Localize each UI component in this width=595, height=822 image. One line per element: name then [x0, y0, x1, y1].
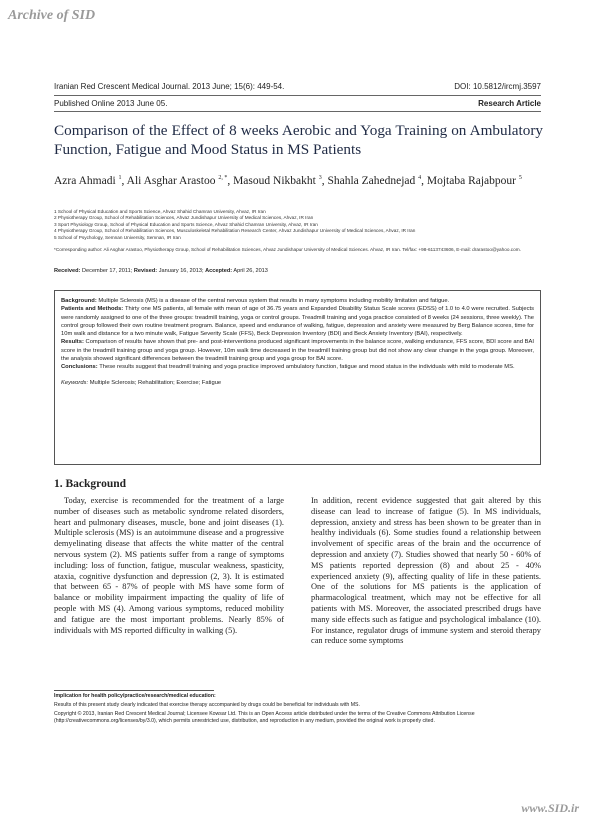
- article-dates: Received: December 17, 2011; Revised: January 16, 2013; Accepted: April 26, 2013: [54, 268, 268, 274]
- affiliation: 1 School of Physical Education and Sports Science, Ahvaz Shahid Chamran University, Ahvaz, IR Iran: [54, 209, 266, 214]
- doi[interactable]: DOI: 10.5812/ircmj.3597: [454, 82, 541, 91]
- abstract-methods: Patients and Methods: Thirty one MS patients, all female with mean of age of 36.75 years and Expanded Disability Status Scale scores (EDSS) of 1.0 to 4.0 were recruited. Subjects were randomly assigned to one of the three groups: treadmill training, yoga or control groups. Treadmill training and yoga practice consisted of 8 weeks (24 sessions, three weekly). The control group followed their own routine treatment program. Balance, speed and endurance of walking, fatigue, depression and anxiety were measured by Berg Balance scores, time for 10m walk and distance for a two minute walk, Fatigue Severity Scale (FFS), Beck Depression Inventory (BDI) and Beck Anxiety Inventory (BAI), respectively.: [61, 306, 534, 338]
- implication-text: Results of this present study clearly indicated that exercise therapy accompanied by drugs could be beneficial for individuals with MS.: [54, 702, 360, 708]
- header-divider: [54, 111, 541, 112]
- abstract-conclusions: Conclusions: These results suggest that treadmill training and yoga practice improved ambulatory function, fatigue and mood status in the individuals with mild to moderate MS.: [61, 364, 515, 371]
- footer-divider: [54, 690, 214, 691]
- copyright-notice: Copyright © 2013, Iranian Red Crescent Medical Journal; Licensee Kowsar Ltd. This is an Open Access article distributed under the terms of the Creative Commons Attribution License (http://creativecommons.org/licenses/by/3.0), which permits unrestricted use, distribution, and reproduction in any medium, provided the original work is properly cited.: [54, 711, 475, 724]
- abstract-results: Results: Comparison of results have shown that pre- and post-interventions produced significant improvements in the balance score, walking endurance, FFS score, BDI score and BAI score in the treadmill training group and yoga group. However, 10m walk time decreased in the treadmill training group but did not show any clear change in the yoga group. Moreover, the analysis showed significant differences between the treadmill training group and yoga group for BAI score.: [61, 339, 534, 363]
- body-column-right: In addition, recent evidence suggested that gait altered by this disease can lead to increase of fatigue (5). In MS individuals, depression, anxiety and stress has been shown to be greater than in healthy individuals (6). Some studies found a relationship between involvement of specific areas of the brain and the occurrence of depression and anxiety (7). Studies showed that nearly 50 - 60% of MS patients reported depression (8) and about 25 - 40% experienced anxiety (9), affecting quality of life in these patients. One of the solutions for MS patients is the application of pharmacological treatment, which may not be effective for all patients with MS. Moreover, the associated prescribed drugs have many side effects such as fatigue and psychological imbalance (10). For instance, regulator drugs of immune system and steroid therapy can reduce some symptoms: [311, 496, 541, 646]
- author: Shahla Zahednejad $^4$: [327, 174, 422, 187]
- footer-notes: [54, 693, 541, 727]
- abstract-box: [54, 290, 541, 465]
- journal-citation: Iranian Red Crescent Medical Journal. 2013 June; 15(6): 449-54.: [54, 82, 285, 91]
- author: Ali Asghar Arastoo $^{2, *}$: [126, 174, 228, 187]
- watermark-site[interactable]: www.SID.ir: [521, 801, 579, 815]
- affiliation: 3 Sport Physiology Group, School of Physical Education and Sports Science, Ahvaz Shahid Chamran University, Ahvaz, IR Iran: [54, 221, 318, 227]
- watermark-archive: Archive of SID: [8, 8, 96, 23]
- article-title: Comparison of the Effect of 8 weeks Aerobic and Yoga Training on Ambulatory Function, Fatigue and Mood Status in MS Patients: [54, 122, 543, 158]
- affiliation: 4 Physiotherapy Group, School of Rehabilitation Sciences, Musculoskeletal Rehabilitation Research Center, Ahvaz Jundishapur University of Medical Sciences, Ahvaz, IR Iran: [54, 228, 416, 234]
- author-list: Azra Ahmadi $^1$, Ali Asghar Arastoo $^{2, *}$, Masoud Nikbakht $^3$, Shahla Zahednejad $^4$, Mojtaba Rajabpour $^5$: [54, 174, 522, 187]
- affiliation: 2 Physiotherapy Group, School of Rehabilitation Sciences, Ahvaz Jundishapur University of Medical Sciences, Ahvaz, IR Iran: [54, 215, 314, 221]
- corresponding-author: *Corresponding author: Ali Asghar Arastoo, Physiotherapy Group, School of Rehabilitation Sciences, Ahvaz Jundishapur University of Medical Sciences. Ahvaz, IR Iran. Tel/fax: +98-6113743606, E-mail: drarastoo@yahoo.com.: [54, 247, 521, 252]
- section-heading: 1. Background: [54, 478, 127, 490]
- body-column-left: Today, exercise is recommended for the treatment of a large number of diseases such as metabolic syndrome related disorders, heart and pulmonary diseases, muscle, bone and joint diseases (1). Multiple sclerosis (MS) is an autoimmune disease and a progressive demyelinating disease that affects the white matter of the central nervous system (2). MS patients suffer from a range of symptoms including: loss of function, fatigue, muscular weakness, spasticity, ataxia, cognitive dysfunction and depression (2, 3). It is estimated that between 65 - 87% of people with MS have some form of balance or mobility impairment impacting the quality of life of people with MS (4). Among various symptoms, reduced mobility and fatigue are the most important problems. Nearly 85% of individuals with MS reported difficulty in walking (5).: [54, 496, 284, 635]
- article-type: Research Article: [478, 99, 541, 108]
- author: Azra Ahmadi $^1$: [54, 174, 122, 187]
- publication-info: [54, 99, 541, 108]
- keywords: Keywords: Multiple Sclerosis; Rehabilitation; Exercise; Fatigue: [61, 379, 222, 386]
- affiliation: 5 School of Psychology, Semnan University, Semnan, IR Iran: [54, 234, 181, 240]
- author: Masoud Nikbakht $^3$: [233, 174, 322, 187]
- affiliations: [54, 209, 541, 241]
- implication-heading: Implication for health policy/practice/research/medical education:: [54, 693, 216, 699]
- abstract-background: Background: Multiple Sclerosis (MS) is a disease of the central nervous system that results in many symptoms including mobility limitation and fatigue.: [61, 298, 450, 304]
- published-date: Published Online 2013 June 05.: [54, 99, 168, 108]
- header-divider: [54, 95, 541, 96]
- journal-header: [54, 82, 541, 91]
- author: Mojtaba Rajabpour $^5$: [426, 174, 522, 187]
